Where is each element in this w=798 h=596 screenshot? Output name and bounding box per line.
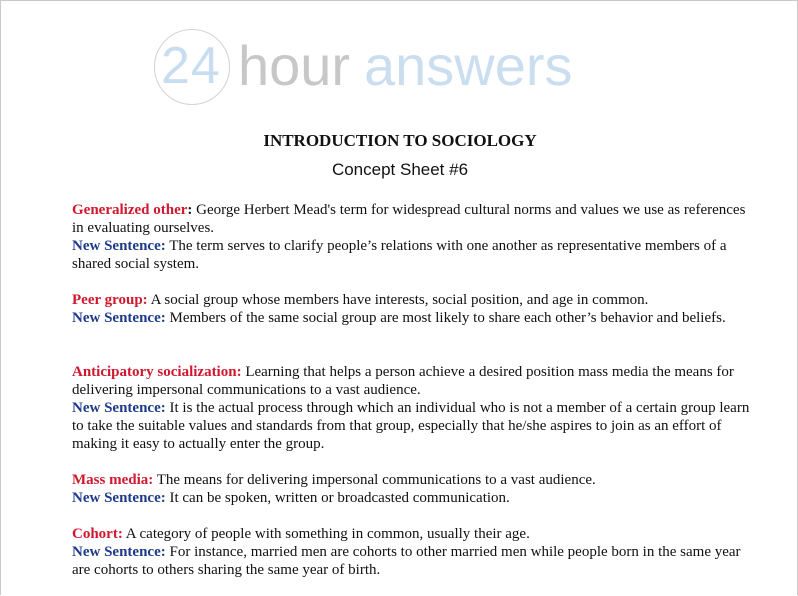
concept-entry-anticipatory-socialization: [72, 363, 752, 453]
document-subtitle: Concept Sheet #6: [331, 160, 469, 179]
new-sentence-label: New Sentence:: [72, 310, 166, 326]
concept-entry-peer-group: [72, 291, 752, 327]
24houranswers-logo: [154, 19, 624, 109]
concept-term: Anticipatory socialization:: [72, 364, 242, 380]
concept-entry-mass-media: [72, 471, 752, 507]
document-title: INTRODUCTION TO SOCIOLOGY: [263, 131, 537, 150]
concept-definition: A social group whose members have interests, social position, and age in common.: [147, 292, 649, 308]
new-sentence-text: It is the actual process through which an individual who is not a member of a certain group learn to take the suitable values and standards from that group, especially that he/she aspires to join as an effort of making it easy to actually enter the group.: [72, 400, 750, 452]
new-sentence-text: For instance, married men are cohorts to other married men while people born in the same year are cohorts to others sharing the same year of birth.: [72, 544, 741, 578]
new-sentence-label: New Sentence:: [72, 238, 166, 254]
concept-definition: A category of people with something in common, usually their age.: [122, 526, 530, 542]
new-sentence-text: Members of the same social group are most likely to share each other’s behavior and beliefs.: [165, 310, 726, 326]
concept-entry-cohort: [72, 525, 752, 579]
concept-definition: Learning that helps a person achieve a desired position mass media the means for delivering impersonal communications to a vast audience.: [72, 364, 734, 398]
new-sentence-label: New Sentence:: [72, 490, 166, 506]
logo-word-answers: answers: [364, 34, 573, 97]
concept-definition: The means for delivering impersonal communications to a vast audience.: [153, 472, 596, 488]
logo-word-hour: hour: [238, 34, 351, 97]
new-sentence-label: New Sentence:: [72, 400, 166, 416]
concept-definition: George Herbert Mead's term for widespread cultural norms and values we use as references in evaluating ourselves.: [72, 202, 746, 236]
logo-number: 24: [161, 37, 221, 95]
new-sentence-label: New Sentence:: [72, 544, 166, 560]
concept-entry-generalized-other: [72, 201, 752, 273]
new-sentence-text: It can be spoken, written or broadcasted communication.: [165, 490, 510, 506]
concept-term: Peer group:: [72, 292, 148, 308]
concept-term: Cohort:: [72, 526, 123, 542]
new-sentence-text: The term serves to clarify people’s relations with one another as representative members of a shared social system.: [72, 238, 727, 272]
concept-term: Mass media:: [72, 472, 154, 488]
concept-term: Generalized other: [72, 202, 188, 218]
term-colon: :: [187, 202, 193, 218]
